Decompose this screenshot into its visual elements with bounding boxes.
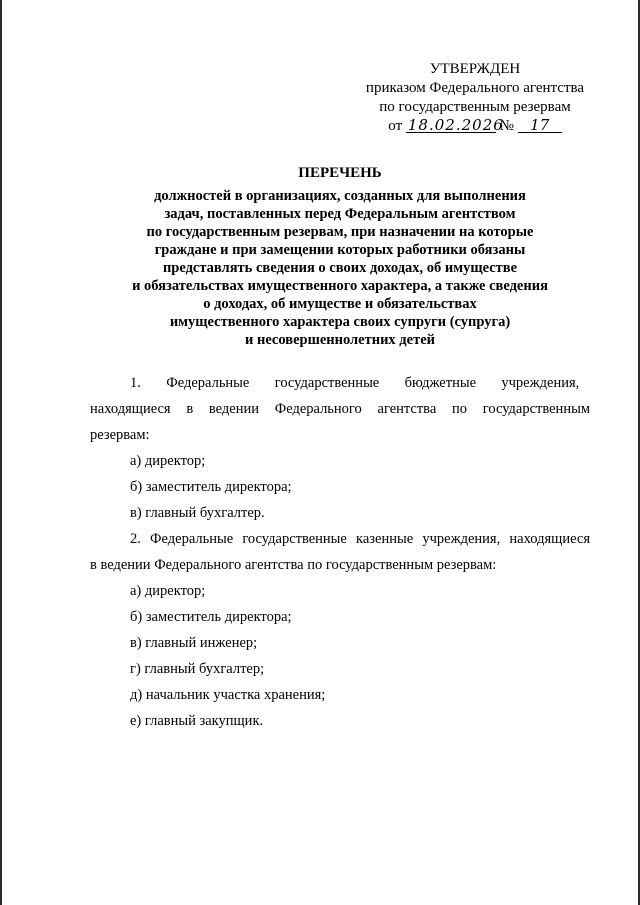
section-1-item: а) директор; [130,453,206,469]
section-1-item: б) заместитель директора; [130,479,292,495]
title-line: задач, поставленных перед Федеральным агентством [164,206,516,222]
section-2-first-line: 2. Федеральные государственные казенные учреждения, находящиеся [130,531,590,547]
approval-order-line: приказом Федерального агентства [365,80,585,96]
approval-title: УТВЕРЖДЕН [429,61,521,77]
title-heading: ПЕРЕЧЕНЬ [298,165,382,181]
title-line: граждане и при замещении которых работники обязаны [154,242,526,258]
section-2-item: е) главный закупщик. [130,713,264,729]
title-line: и обязательствах имущественного характера, а также сведения [132,278,548,294]
section-1-third-line: резервам: [90,427,150,443]
document-title [70,164,610,349]
section-1-item: в) главный бухгалтер. [130,505,265,521]
approval-agency-line: по государственным резервам [379,99,571,115]
number-prefix: № [499,118,514,134]
approval-date-line [330,117,620,136]
document-body [90,370,590,734]
handwritten-number: 17 [518,118,562,133]
section-2-item: б) заместитель директора; [130,609,292,625]
section-1-first-line: 1. Федеральные государственные бюджетные учреждения, [130,375,580,391]
section-1-second-line: находящиеся в ведении Федерального агентства по государственным [90,401,590,417]
title-line: и несовершеннолетних детей [244,332,435,348]
page-edge-left [0,0,2,905]
section-2-item: д) начальник участка хранения; [130,687,326,703]
section-2-item: а) директор; [130,583,206,599]
section-2-second-line: в ведении Федерального агентства по государственным резервам: [90,557,497,573]
section-2-item: г) главный бухгалтер; [130,661,265,677]
title-line: о доходах, об имуществе и обязательствах [203,296,477,312]
date-prefix: от [388,118,403,134]
title-line: представлять сведения о своих доходах, об имуществе [162,260,518,276]
title-line: по государственным резервам, при назначении на которые [146,224,534,240]
title-line: должностей в организациях, созданных для выполнения [154,188,526,204]
handwritten-date: 18.02.2026 [407,116,504,134]
approval-block [330,60,620,136]
title-line: имущественного характера своих супруги (супруга) [169,314,511,330]
section-2-item: в) главный инженер; [130,635,258,651]
